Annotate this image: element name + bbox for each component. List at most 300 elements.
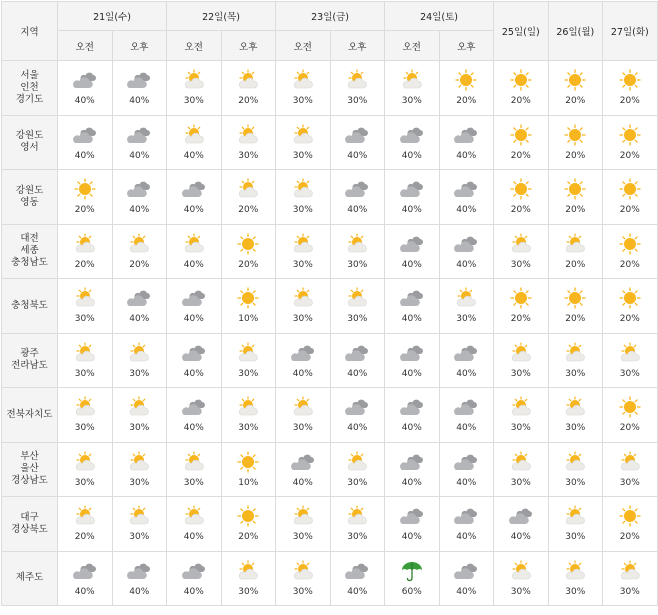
forecast-cell xyxy=(276,333,331,388)
sun-icon xyxy=(562,178,588,205)
partly-cloudy-icon xyxy=(72,451,98,478)
precip-chance: 40% xyxy=(347,205,368,216)
precip-chance: 60% xyxy=(401,586,422,597)
forecast-row xyxy=(2,170,658,225)
forecast-cell xyxy=(439,170,494,225)
precip-chance: 30% xyxy=(74,477,95,488)
forecast-cell xyxy=(167,279,222,334)
precip-chance: 30% xyxy=(292,150,313,161)
precip-chance: 30% xyxy=(347,532,368,543)
forecast-cell xyxy=(603,442,658,497)
region-cell xyxy=(2,333,58,388)
region-cell xyxy=(2,115,58,170)
precip-chance: 20% xyxy=(619,205,640,216)
sun-icon xyxy=(617,396,643,423)
forecast-cell xyxy=(603,333,658,388)
sun-icon xyxy=(235,287,261,314)
sun-icon xyxy=(508,124,534,151)
partly-cloudy-icon xyxy=(235,560,261,587)
forecast-cell xyxy=(548,224,603,279)
sun-icon xyxy=(562,287,588,314)
cloudy-icon xyxy=(344,342,370,369)
forecast-rows xyxy=(2,61,658,606)
day-header-25: 25일(일) xyxy=(494,2,549,61)
precip-chance: 10% xyxy=(238,477,259,488)
precip-chance: 40% xyxy=(401,314,422,325)
cloudy-icon xyxy=(399,396,425,423)
region-cell xyxy=(2,170,58,225)
precip-chance: 30% xyxy=(74,314,95,325)
sun-icon xyxy=(235,451,261,478)
precip-chance: 40% xyxy=(456,586,477,597)
region-cell xyxy=(2,551,58,606)
forecast-cell xyxy=(221,442,276,497)
cloudy-icon xyxy=(126,124,152,151)
partly-cloudy-icon xyxy=(508,233,534,260)
precip-chance: 20% xyxy=(510,96,531,107)
precip-chance: 30% xyxy=(347,477,368,488)
partly-cloudy-icon xyxy=(235,69,261,96)
forecast-cell xyxy=(58,279,113,334)
cloudy-icon xyxy=(399,505,425,532)
forecast-cell xyxy=(58,115,113,170)
precip-chance: 40% xyxy=(401,150,422,161)
cloudy-icon xyxy=(72,560,98,587)
forecast-cell xyxy=(494,61,549,116)
forecast-cell xyxy=(58,388,113,443)
region-name-line: 충청북도 xyxy=(11,299,48,311)
precip-chance: 30% xyxy=(510,477,531,488)
partly-cloudy-icon xyxy=(344,505,370,532)
precip-chance: 40% xyxy=(456,150,477,161)
precip-chance: 40% xyxy=(129,205,150,216)
precip-chance: 30% xyxy=(510,368,531,379)
precip-chance: 30% xyxy=(238,368,259,379)
partly-cloudy-icon xyxy=(344,69,370,96)
precip-chance: 40% xyxy=(183,205,204,216)
cloudy-icon xyxy=(399,451,425,478)
region-cell xyxy=(2,442,58,497)
cloudy-icon xyxy=(290,342,316,369)
precip-chance: 30% xyxy=(292,259,313,270)
precip-chance: 10% xyxy=(238,314,259,325)
forecast-cell xyxy=(494,497,549,552)
forecast-cell xyxy=(58,442,113,497)
precip-chance: 40% xyxy=(347,150,368,161)
precip-chance: 30% xyxy=(347,259,368,270)
precip-chance: 30% xyxy=(292,96,313,107)
precip-chance: 20% xyxy=(619,259,640,270)
region-name-line: 부산 xyxy=(20,451,39,463)
forecast-cell xyxy=(221,551,276,606)
forecast-cell xyxy=(221,279,276,334)
forecast-cell xyxy=(330,61,385,116)
precip-chance: 30% xyxy=(292,314,313,325)
precip-chance: 40% xyxy=(292,368,313,379)
region-name-line: 대구 xyxy=(20,511,39,523)
am-header: 오전 xyxy=(58,31,113,61)
precip-chance: 40% xyxy=(183,368,204,379)
partly-cloudy-icon xyxy=(181,124,207,151)
precip-chance: 20% xyxy=(456,96,477,107)
forecast-cell xyxy=(221,224,276,279)
forecast-cell xyxy=(330,333,385,388)
partly-cloudy-icon xyxy=(181,451,207,478)
forecast-cell xyxy=(276,61,331,116)
forecast-cell xyxy=(276,115,331,170)
cloudy-icon xyxy=(344,560,370,587)
partly-cloudy-icon xyxy=(617,342,643,369)
partly-cloudy-icon xyxy=(562,560,588,587)
precip-chance: 30% xyxy=(401,96,422,107)
precip-chance: 30% xyxy=(565,532,586,543)
cloudy-icon xyxy=(399,342,425,369)
forecast-cell xyxy=(167,224,222,279)
forecast-cell xyxy=(439,333,494,388)
forecast-cell xyxy=(548,442,603,497)
partly-cloudy-icon xyxy=(290,69,316,96)
region-name-line: 광주 xyxy=(20,348,39,360)
precip-chance: 20% xyxy=(565,96,586,107)
forecast-cell xyxy=(276,442,331,497)
precip-chance: 20% xyxy=(619,423,640,434)
forecast-cell xyxy=(548,551,603,606)
precip-chance: 20% xyxy=(510,150,531,161)
precip-chance: 40% xyxy=(456,477,477,488)
forecast-cell xyxy=(167,388,222,443)
sun-icon xyxy=(235,505,261,532)
forecast-cell xyxy=(548,115,603,170)
partly-cloudy-icon xyxy=(126,233,152,260)
precip-chance: 30% xyxy=(183,96,204,107)
precip-chance: 40% xyxy=(183,259,204,270)
cloudy-icon xyxy=(126,69,152,96)
partly-cloudy-icon xyxy=(72,505,98,532)
precip-chance: 30% xyxy=(238,423,259,434)
cloudy-icon xyxy=(453,342,479,369)
precip-chance: 40% xyxy=(456,205,477,216)
sun-icon xyxy=(562,124,588,151)
forecast-cell xyxy=(494,224,549,279)
forecast-cell xyxy=(221,61,276,116)
forecast-cell xyxy=(221,170,276,225)
forecast-cell xyxy=(385,551,440,606)
precip-chance: 20% xyxy=(565,150,586,161)
precip-chance: 20% xyxy=(74,259,95,270)
cloudy-icon xyxy=(290,451,316,478)
forecast-cell xyxy=(603,551,658,606)
precip-chance: 20% xyxy=(619,532,640,543)
partly-cloudy-icon xyxy=(508,342,534,369)
forecast-cell xyxy=(385,115,440,170)
forecast-cell xyxy=(494,388,549,443)
forecast-cell xyxy=(439,551,494,606)
precip-chance: 40% xyxy=(401,368,422,379)
day-header-21: 21일(수) xyxy=(58,2,167,31)
partly-cloudy-icon xyxy=(290,505,316,532)
forecast-cell xyxy=(548,279,603,334)
forecast-cell xyxy=(385,388,440,443)
forecast-cell xyxy=(221,115,276,170)
forecast-cell xyxy=(385,224,440,279)
partly-cloudy-icon xyxy=(562,342,588,369)
precip-chance: 30% xyxy=(347,96,368,107)
forecast-cell xyxy=(276,497,331,552)
precip-chance: 20% xyxy=(238,259,259,270)
precip-chance: 30% xyxy=(565,368,586,379)
precip-chance: 40% xyxy=(456,368,477,379)
cloudy-icon xyxy=(399,287,425,314)
precip-chance: 40% xyxy=(401,532,422,543)
sun-icon xyxy=(617,69,643,96)
sun-icon xyxy=(508,178,534,205)
partly-cloudy-icon xyxy=(181,69,207,96)
region-name-line: 경상북도 xyxy=(11,523,48,535)
region-name-line: 경상남도 xyxy=(11,475,48,487)
forecast-cell xyxy=(494,170,549,225)
forecast-cell xyxy=(603,388,658,443)
forecast-cell xyxy=(58,551,113,606)
precip-chance: 20% xyxy=(619,314,640,325)
region-name-line: 전북자치도 xyxy=(6,408,53,420)
forecast-cell xyxy=(494,333,549,388)
partly-cloudy-icon xyxy=(290,396,316,423)
precip-chance: 40% xyxy=(129,150,150,161)
forecast-cell xyxy=(112,442,167,497)
sun-icon xyxy=(235,233,261,260)
forecast-cell xyxy=(112,61,167,116)
day-header-22: 22일(목) xyxy=(167,2,276,31)
forecast-row xyxy=(2,115,658,170)
forecast-cell xyxy=(385,442,440,497)
cloudy-icon xyxy=(344,178,370,205)
cloudy-icon xyxy=(453,451,479,478)
partly-cloudy-icon xyxy=(508,560,534,587)
cloudy-icon xyxy=(126,178,152,205)
day-header-27: 27일(화) xyxy=(603,2,658,61)
precip-chance: 20% xyxy=(565,259,586,270)
precip-chance: 30% xyxy=(565,477,586,488)
partly-cloudy-icon xyxy=(181,233,207,260)
cloudy-icon xyxy=(126,560,152,587)
forecast-cell xyxy=(276,551,331,606)
partly-cloudy-icon xyxy=(290,233,316,260)
precip-chance: 40% xyxy=(401,423,422,434)
cloudy-icon xyxy=(453,560,479,587)
forecast-cell xyxy=(58,224,113,279)
precip-chance: 30% xyxy=(129,532,150,543)
partly-cloudy-icon xyxy=(508,396,534,423)
cloudy-icon xyxy=(453,178,479,205)
forecast-cell xyxy=(112,333,167,388)
sun-icon xyxy=(617,505,643,532)
region-name-line: 영서 xyxy=(20,142,39,154)
partly-cloudy-icon xyxy=(617,451,643,478)
forecast-cell xyxy=(385,497,440,552)
cloudy-icon xyxy=(72,69,98,96)
forecast-cell xyxy=(439,497,494,552)
forecast-cell xyxy=(276,170,331,225)
precip-chance: 30% xyxy=(510,423,531,434)
forecast-cell xyxy=(603,279,658,334)
precip-chance: 30% xyxy=(619,586,640,597)
cloudy-icon xyxy=(344,396,370,423)
region-cell xyxy=(2,388,58,443)
forecast-cell xyxy=(112,115,167,170)
cloudy-icon xyxy=(453,124,479,151)
partly-cloudy-icon xyxy=(562,396,588,423)
forecast-row xyxy=(2,442,658,497)
cloudy-icon xyxy=(344,124,370,151)
forecast-cell xyxy=(548,170,603,225)
precip-chance: 40% xyxy=(129,586,150,597)
pm-header: 오후 xyxy=(221,31,276,61)
forecast-cell xyxy=(221,497,276,552)
forecast-cell xyxy=(385,61,440,116)
precip-chance: 40% xyxy=(74,150,95,161)
precip-chance: 20% xyxy=(619,96,640,107)
forecast-cell xyxy=(603,224,658,279)
umbrella-icon xyxy=(399,560,425,587)
partly-cloudy-icon xyxy=(235,396,261,423)
pm-header: 오후 xyxy=(112,31,167,61)
forecast-cell xyxy=(439,61,494,116)
am-header: 오전 xyxy=(385,31,440,61)
precip-chance: 30% xyxy=(74,423,95,434)
precip-chance: 30% xyxy=(129,477,150,488)
precip-chance: 20% xyxy=(510,205,531,216)
partly-cloudy-icon xyxy=(290,178,316,205)
sun-icon xyxy=(562,69,588,96)
sun-icon xyxy=(617,124,643,151)
forecast-cell xyxy=(439,224,494,279)
region-name-line: 서울 xyxy=(20,69,39,81)
precip-chance: 40% xyxy=(456,259,477,270)
partly-cloudy-icon xyxy=(235,342,261,369)
forecast-cell xyxy=(330,497,385,552)
partly-cloudy-icon xyxy=(453,287,479,314)
cloudy-icon xyxy=(399,124,425,151)
region-cell xyxy=(2,279,58,334)
sun-icon xyxy=(72,178,98,205)
precip-chance: 30% xyxy=(238,150,259,161)
precip-chance: 40% xyxy=(456,532,477,543)
forecast-cell xyxy=(330,442,385,497)
precip-chance: 40% xyxy=(347,586,368,597)
forecast-cell xyxy=(221,388,276,443)
partly-cloudy-icon xyxy=(72,342,98,369)
precip-chance: 40% xyxy=(401,259,422,270)
region-name-line: 충청남도 xyxy=(11,257,48,269)
pm-header: 오후 xyxy=(330,31,385,61)
forecast-cell xyxy=(494,442,549,497)
sun-icon xyxy=(617,178,643,205)
forecast-cell xyxy=(112,388,167,443)
forecast-cell xyxy=(494,279,549,334)
forecast-cell xyxy=(439,279,494,334)
day-header-23: 23일(금) xyxy=(276,2,385,31)
forecast-cell xyxy=(439,115,494,170)
region-name-line: 울산 xyxy=(20,463,39,475)
partly-cloudy-icon xyxy=(126,396,152,423)
forecast-cell xyxy=(58,170,113,225)
region-name-line: 강원도 xyxy=(15,130,44,142)
forecast-cell xyxy=(167,115,222,170)
cloudy-icon xyxy=(399,178,425,205)
precip-chance: 40% xyxy=(129,96,150,107)
partly-cloudy-icon xyxy=(126,342,152,369)
partly-cloudy-icon xyxy=(72,233,98,260)
am-header: 오전 xyxy=(167,31,222,61)
forecast-cell xyxy=(167,170,222,225)
partly-cloudy-icon xyxy=(344,233,370,260)
precip-chance: 40% xyxy=(456,423,477,434)
forecast-row xyxy=(2,497,658,552)
cloudy-icon xyxy=(453,233,479,260)
precip-chance: 30% xyxy=(238,586,259,597)
forecast-cell xyxy=(603,497,658,552)
forecast-cell xyxy=(385,170,440,225)
cloudy-icon xyxy=(453,396,479,423)
precip-chance: 20% xyxy=(510,314,531,325)
partly-cloudy-icon xyxy=(508,451,534,478)
forecast-cell xyxy=(112,279,167,334)
precip-chance: 30% xyxy=(510,586,531,597)
cloudy-icon xyxy=(181,178,207,205)
cloudy-icon xyxy=(399,233,425,260)
precip-chance: 40% xyxy=(183,150,204,161)
sun-icon xyxy=(617,287,643,314)
precip-chance: 40% xyxy=(401,205,422,216)
forecast-cell xyxy=(58,497,113,552)
precip-chance: 30% xyxy=(565,586,586,597)
forecast-cell xyxy=(548,497,603,552)
precip-chance: 40% xyxy=(183,586,204,597)
forecast-cell xyxy=(330,224,385,279)
forecast-cell xyxy=(58,61,113,116)
forecast-cell xyxy=(603,115,658,170)
forecast-cell xyxy=(603,61,658,116)
precip-chance: 30% xyxy=(292,586,313,597)
weather-forecast-table xyxy=(1,1,658,606)
precip-chance: 40% xyxy=(74,586,95,597)
precip-chance: 30% xyxy=(129,368,150,379)
partly-cloudy-icon xyxy=(126,451,152,478)
precip-chance: 40% xyxy=(183,314,204,325)
precip-chance: 30% xyxy=(619,368,640,379)
region-cell xyxy=(2,497,58,552)
forecast-cell xyxy=(548,333,603,388)
pm-header: 오후 xyxy=(439,31,494,61)
forecast-cell xyxy=(167,497,222,552)
partly-cloudy-icon xyxy=(562,451,588,478)
precip-chance: 40% xyxy=(183,423,204,434)
forecast-cell xyxy=(276,279,331,334)
cloudy-icon xyxy=(181,560,207,587)
precip-chance: 20% xyxy=(565,314,586,325)
precip-chance: 30% xyxy=(619,477,640,488)
partly-cloudy-icon xyxy=(562,233,588,260)
region-name-line: 영동 xyxy=(20,196,39,208)
forecast-cell xyxy=(603,170,658,225)
partly-cloudy-icon xyxy=(290,287,316,314)
forecast-cell xyxy=(385,333,440,388)
precip-chance: 40% xyxy=(347,423,368,434)
forecast-row xyxy=(2,551,658,606)
cloudy-icon xyxy=(508,505,534,532)
cloudy-icon xyxy=(181,396,207,423)
forecast-cell xyxy=(167,333,222,388)
